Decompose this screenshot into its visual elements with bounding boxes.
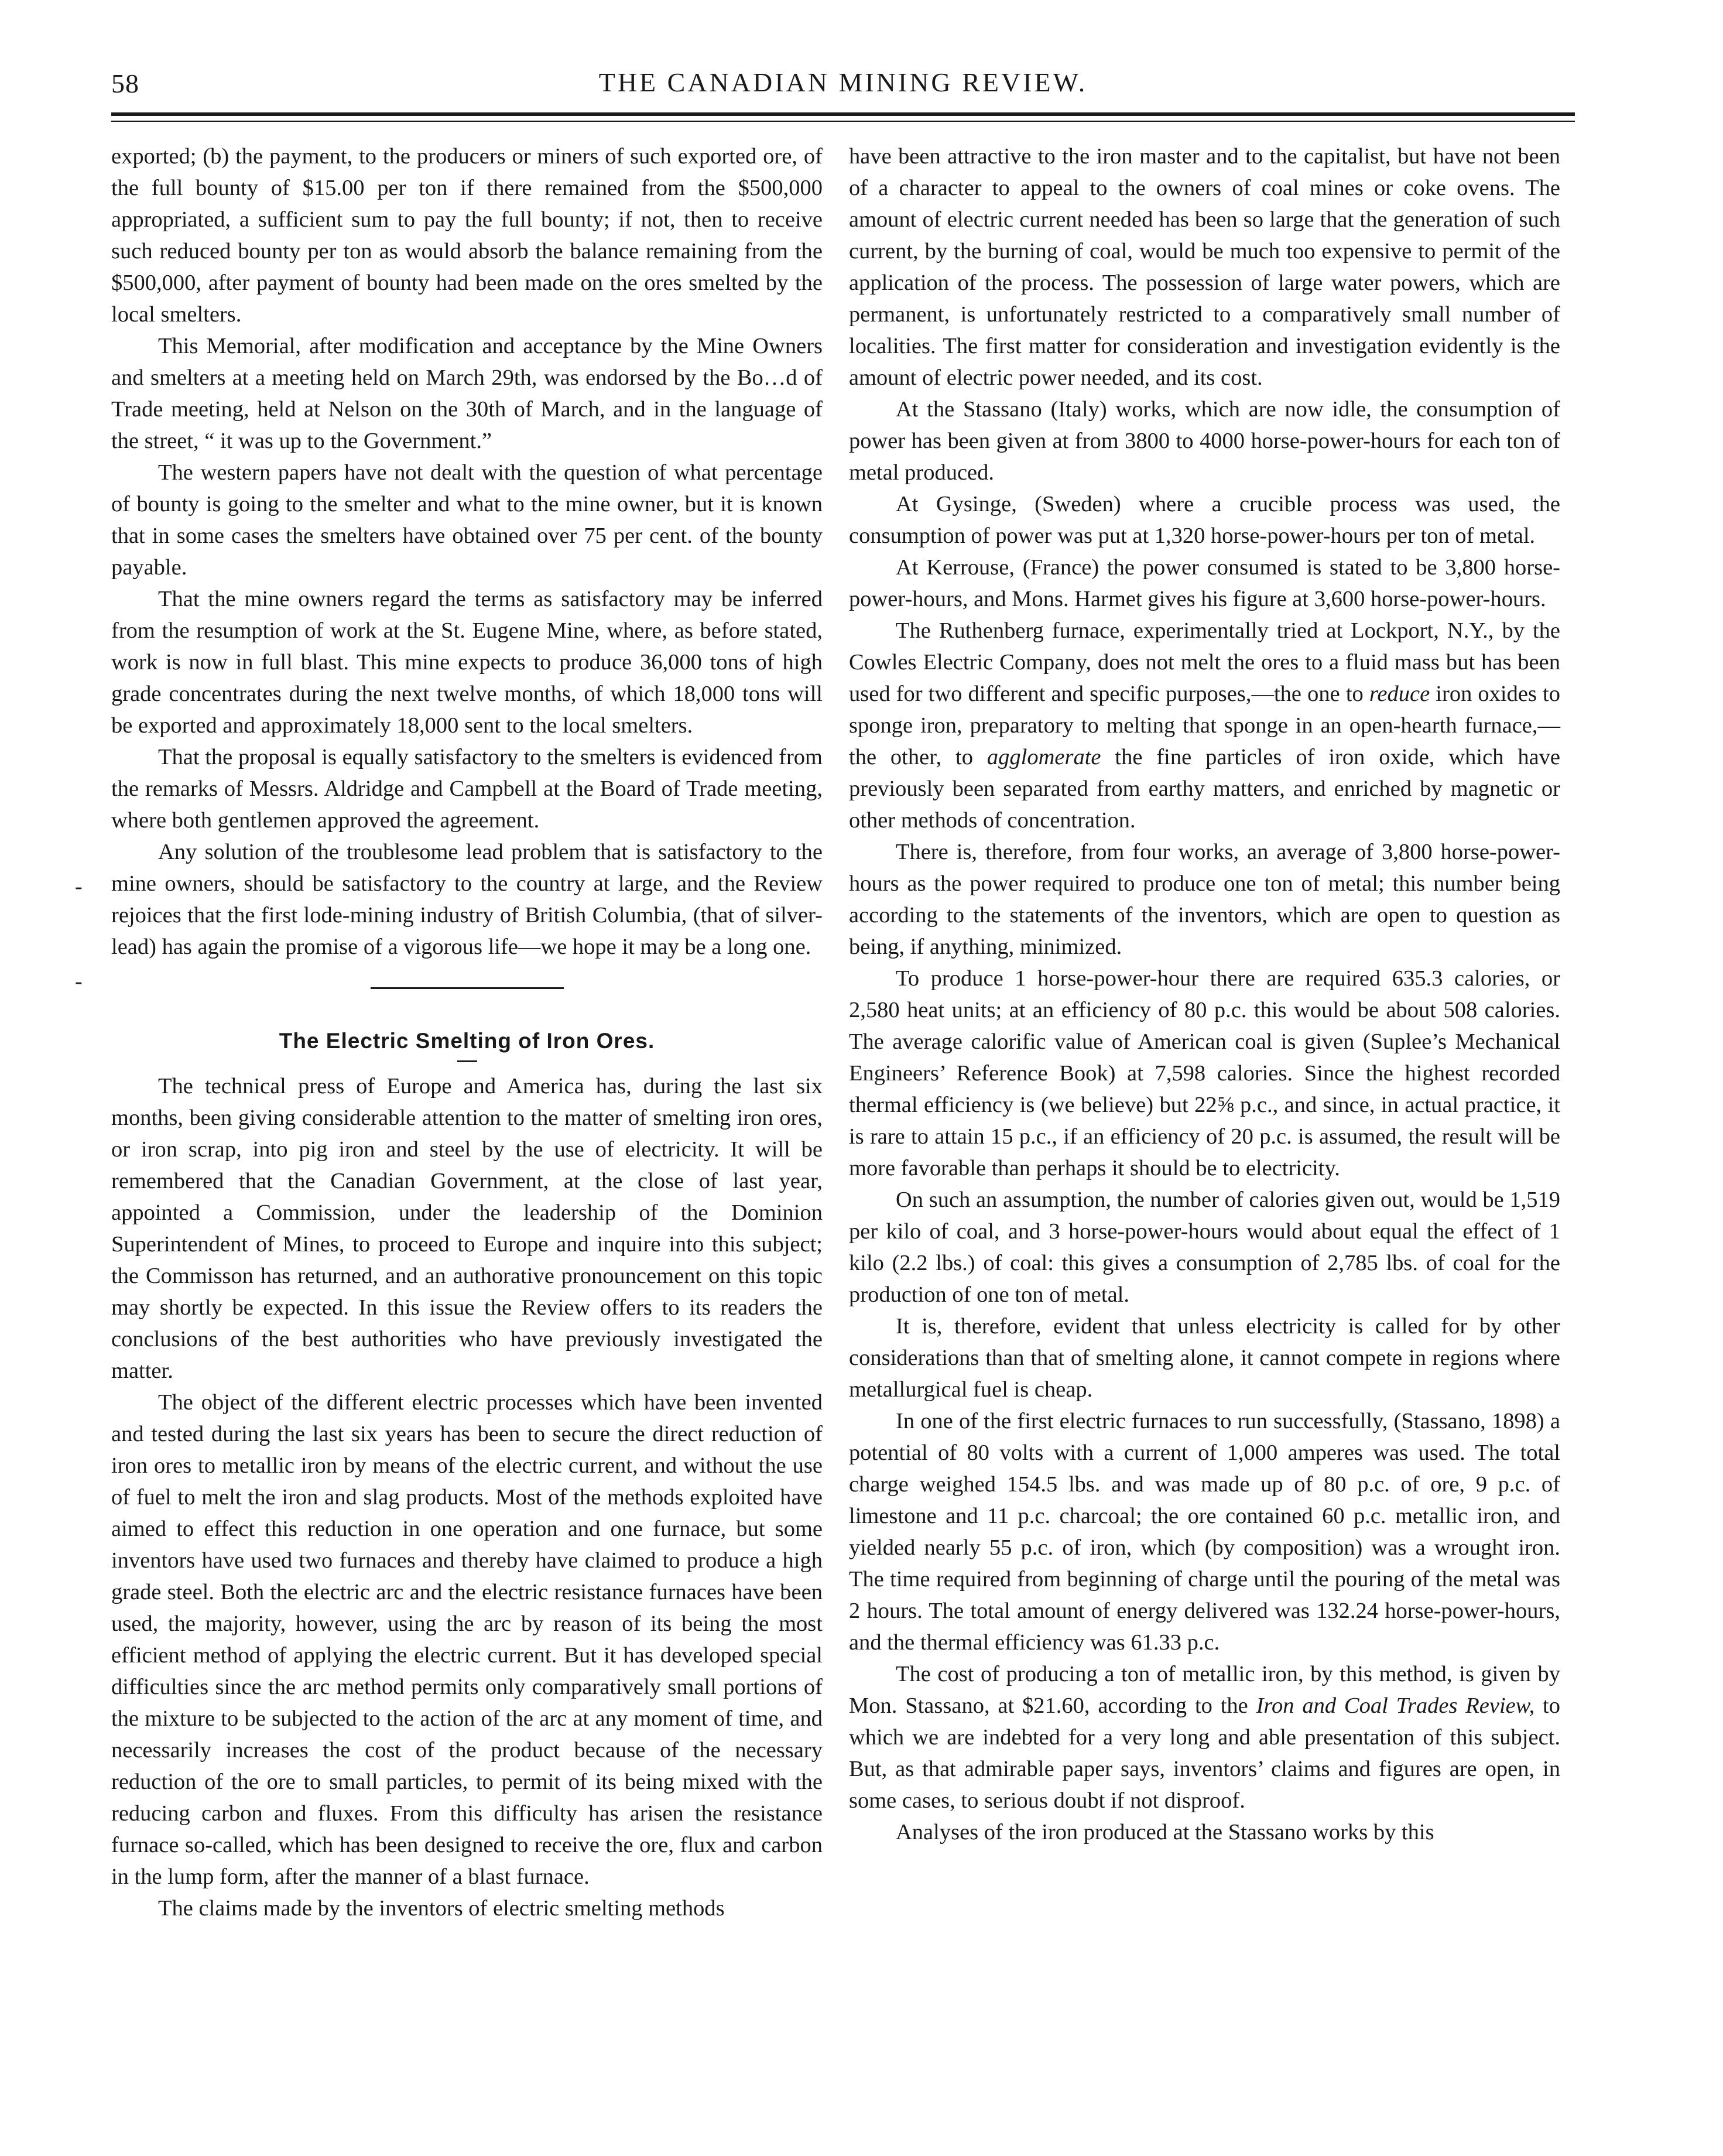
heading-dash xyxy=(457,1060,477,1062)
paragraph: On such an assumption, the number of calories given out, would be 1,519 per kilo of coal, and 3 horse-power-hours would about equal the effect of 1 kilo (2.2 lbs.) of coal: this gives a consumption of 2,785 lbs. of coal for the production of one ton of metal. xyxy=(849,1187,1560,1307)
journal-name-italic: Iron and Coal Trades Review, xyxy=(1256,1693,1535,1718)
paragraph: In one of the first electric furnaces to run successfully, (Stassano, 1898) a potential of 80 volts with a current of 1,000 amperes was used. The total charge weighed 154.5 lbs. and was made up of 80 p.c. of ore, 9 p.c. of limestone and 11 p.c. charcoal; the ore contained 60 p.c. metallic iron, and yielded nearly 55 p.c. of iron, which (by composition) was a wrought iron. The time required from beginning of charge until the pouring of the metal was 2 hours. The total amount of energy delivered was 132.24 horse-power-hours, and the thermal efficiency was 61.33 p.c. xyxy=(849,1409,1560,1655)
text-run: The Ruthenberg furnace, experimentally tried at Lockport, N.Y., by the Cowles Electric Company, does not melt the ores to a fluid mass but has been used for two different and specific purposes,—the one to xyxy=(849,618,1560,706)
page-number: 58 xyxy=(111,69,139,98)
paragraph: At Gysinge, (Sweden) where a crucible process was used, the consumption of power was put at 1,320 horse-power-hours per ton of metal. xyxy=(849,492,1560,548)
right-column xyxy=(849,141,1560,1848)
text-run: The cost of producing a ton of metallic iron, by this method, is given by Mon. Stassano, at $21.60, according to the xyxy=(849,1662,1560,1718)
paragraph xyxy=(849,615,1560,836)
italic-term: reduce xyxy=(1369,682,1430,706)
header-rule-thin xyxy=(111,121,1575,122)
page-header xyxy=(111,59,1575,105)
paragraph: At Kerrouse, (France) the power consumed is stated to be 3,800 horse-power-hours, and Mons. Harmet gives his figure at 3,600 horse-power-hours. xyxy=(849,555,1560,611)
paragraph: It is, therefore, evident that unless electricity is called for by other considerations than that of smelting alone, it cannot compete in regions where metallurgical fuel is cheap. xyxy=(849,1314,1560,1402)
paragraph: The object of the different electric processes which have been invented and tested during the last six years has been to secure the direct reduction of iron ores to metallic iron by means of the electric current, and without the use of fuel to melt the iron and slag products. Most of the methods exploited have aimed to effect this reduction in one operation and one furnace, but some inventors have used two furnaces and thereby have claimed to produce a high grade steel. Both the electric arc and the electric resistance furnaces have been used, the majority, however, using the arc by reason of its being the most efficient method of applying the electric current. But it has developed special difficulties since the arc method permits only comparatively small portions of the mixture to be subjected to the action of the arc at any moment of time, and necessarily increases the cost of the product because of the necessary reduction of the ore to small particles, to permit of its being mixed with the reducing carbon and fluxes. From this difficulty has arisen the resistance furnace so-called, which has been designed to receive the ore, flux and carbon in the lump form, after the manner of a blast furnace. xyxy=(111,1390,823,1889)
paragraph: Any solution of the troublesome lead problem that is satisfactory to the mine owners, should be satisfactory to the country at large, and the Review rejoices that the first lode-mining industry of British Columbia, (that of silver-lead) has again the promise of a vigorous life—we hope it may be a long one. xyxy=(111,840,823,959)
paragraph: That the mine owners regard the terms as satisfactory may be inferred from the resumption of work at the St. Eugene Mine, where, as before stated, work is now in full blast. This mine expects to produce 36,000 tons of high grade concentrates during the next twelve months, of which 18,000 tons will be exported and approximately 18,000 sent to the local smelters. xyxy=(111,587,823,738)
paragraph: The technical press of Europe and America has, during the last six months, been giving considerable attention to the matter of smelting iron ores, or iron scrap, into pig iron and steel by the use of electricity. It will be remembered that the Canadian Government, at the close of last year, appointed a Commission, under the leadership of the Dominion Superintendent of Mines, to proceed to Europe and inquire into this subject; the Commisson has returned, and an authorative pronouncement on this topic may shortly be expected. In this issue the Review offers to its readers the conclusions of the best authorities who have previously investigated the matter. xyxy=(111,1074,823,1383)
italic-term: agglomerate xyxy=(986,745,1101,769)
section-separator-rule xyxy=(371,987,564,989)
paragraph: That the proposal is equally satisfactory to the smelters is evidenced from the remarks of Messrs. Aldridge and Campbell at the Board of Trade meeting, where both gentlemen approved the agreement. xyxy=(111,745,823,833)
paragraph: There is, therefore, from four works, an average of 3,800 horse-power-hours as the power required to produce one ton of metal; this number being according to the statements of the inventors, which are open to question as being, if anything, minimized. xyxy=(849,840,1560,959)
paragraph: The claims made by the inventors of electric smelting methods xyxy=(158,1896,725,1921)
margin-dash-mark: - xyxy=(75,969,83,994)
paragraph: To produce 1 horse-power-hour there are required 635.3 calories, or 2,580 heat units; at an efficiency of 80 p.c. this would be about 508 calories. The average calorific value of American coal is given (Suplee’s Mechanical Engineers’ Reference Book) at 7,598 calories. Since the highest recorded thermal efficiency is (we believe) but 22⅝ p.c., and since, in actual practice, it is rare to attain 15 p.c., if an efficiency of 20 p.c. is assumed, the result will be more favorable than perhaps it should be to electricity. xyxy=(849,966,1560,1180)
text-run: to which we are indebted for a very long and able presentation of this subject. But, as that admirable paper says, inventors’ claims and figures are open, in some cases, to serious doubt if not disproof. xyxy=(849,1693,1560,1813)
paragraph: Analyses of the iron produced at the Stassano works by this xyxy=(896,1820,1434,1844)
text-run: iron oxides to sponge iron, preparatory to melting that sponge in an open-hearth furnace,—the other, to xyxy=(849,682,1561,769)
paragraph: The western papers have not dealt with the question of what percentage of bounty is going to the smelter and what to the mine owner, but it is known that in some cases the smelters have obtained over 75 per cent. of the bounty payable. xyxy=(111,460,823,580)
section-heading: The Electric Smelting of Iron Ores. xyxy=(279,1029,655,1053)
paragraph: At the Stassano (Italy) works, which are now idle, the consumption of power has been given at from 3800 to 4000 horse-power-hours for each ton of metal produced. xyxy=(849,397,1560,485)
text-run: the fine particles of iron oxide, which have previously been separated from earthy matters, and enriched by magnetic or other methods of concentration. xyxy=(849,745,1560,833)
paragraph: have been attractive to the iron master and to the capitalist, but have not been of a character to appeal to the owners of coal mines or coke ovens. The amount of electric current needed has been so large that the generation of such current, by the burning of coal, would be much too expensive to permit of the application of the process. The possession of large water powers, which are permanent, is unfortunately restricted to a comparatively small number of localities. The first matter for consideration and investigation evidently is the amount of electric power needed, and its cost. xyxy=(849,144,1560,390)
header-rule-thick xyxy=(111,112,1575,116)
left-column xyxy=(111,141,823,1924)
paragraph xyxy=(849,1658,1560,1816)
journal-title: THE CANADIAN MINING REVIEW. xyxy=(598,67,1088,97)
paragraph: exported; (b) the payment, to the producers or miners of such exported ore, of the full bounty of $15.00 per ton if there remained from the $500,000 appropriated, a sufficient sum to pay the full bounty; if not, then to receive such reduced bounty per ton as would absorb the balance remaining from the $500,000, after payment of bounty had been made on the ores smelted by the local smelters. xyxy=(111,144,823,327)
margin-dash-mark: - xyxy=(75,874,83,899)
paragraph: This Memorial, after modification and acceptance by the Mine Owners and smelters at a meeting held on March 29th, was endorsed by the Bo…d of Trade meeting, held at Nelson on the 30th of March, and in the language of the street, “ it was up to the Government.” xyxy=(111,334,823,453)
